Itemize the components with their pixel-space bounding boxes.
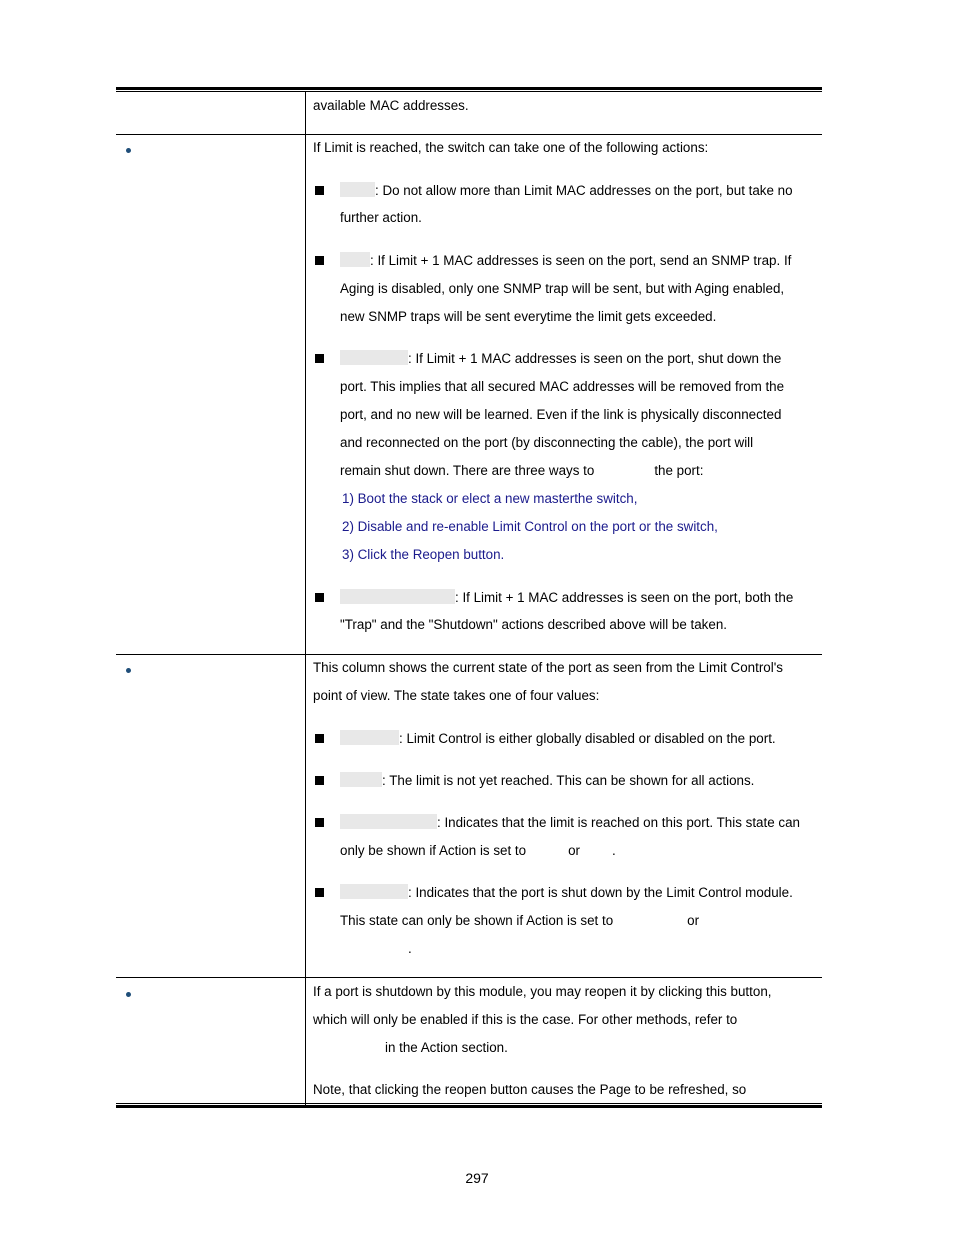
action-shutdown-line4: and reconnected on the port (by disconnecting the cable), the port will xyxy=(340,435,754,450)
state-shutdown-line1: : Indicates that the port is shut down by the Limit Control module. xyxy=(340,879,793,907)
action-shutdown-line2: port. This implies that all secured MAC addresses will be removed from the xyxy=(340,379,785,394)
reopen-way-2: 2) Disable and re-enable Limit Control on the port or the switch, xyxy=(342,519,718,534)
state-shutdown-line2: This state can only be shown if Action is set to or xyxy=(340,913,700,928)
action-trap-line2: Aging is disabled, only one SNMP trap will be sent, but with Aging enabled, xyxy=(340,281,785,296)
term-ready xyxy=(340,772,382,787)
state-ready: : The limit is not yet reached. This can be shown for all actions. xyxy=(340,767,754,795)
square-bullet-icon xyxy=(315,888,324,897)
term-limit-reached xyxy=(340,814,437,829)
term-disabled xyxy=(340,730,399,745)
action-none-line2: further action. xyxy=(340,210,422,225)
square-bullet-icon xyxy=(315,354,324,363)
reopen-line1: If a port is shutdown by this module, you may reopen it by clicking this button, xyxy=(313,984,772,999)
reopen-line2: which will only be enabled if this is the case. For other methods, refer to xyxy=(313,1012,738,1027)
term-shutdown xyxy=(340,350,408,365)
action-trap-line3: new SNMP traps will be sent everytime the limit gets exceeded. xyxy=(340,309,717,324)
square-bullet-icon xyxy=(315,818,324,827)
square-bullet-icon xyxy=(315,186,324,195)
square-bullet-icon xyxy=(315,256,324,265)
reopen-way-3: 3) Click the Reopen button. xyxy=(342,547,505,562)
action-trap-shutdown-line1: : If Limit + 1 MAC addresses is seen on the port, both the xyxy=(340,584,793,612)
state-intro-line1: This column shows the current state of the port as seen from the Limit Control's xyxy=(313,660,783,675)
action-trap-shutdown-line2: "Trap" and the "Shutdown" actions described above will be taken. xyxy=(340,617,727,632)
action-shutdown-line1: : If Limit + 1 MAC addresses is seen on the port, shut down the xyxy=(340,345,781,373)
table-top-rule-thick xyxy=(116,87,822,90)
row-bullet-state xyxy=(126,668,131,673)
row0-text: available MAC addresses. xyxy=(313,98,469,113)
state-shutdown-line3: . xyxy=(408,941,412,956)
square-bullet-icon xyxy=(315,776,324,785)
state-intro-line2: point of view. The state takes one of four values: xyxy=(313,688,600,703)
term-trap-shutdown xyxy=(340,589,455,604)
page-number: 297 xyxy=(465,1170,489,1186)
reopen-way-1: 1) Boot the stack or elect a new masterthe switch, xyxy=(342,491,638,506)
action-trap-line1: : If Limit + 1 MAC addresses is seen on the port, send an SNMP trap. If xyxy=(340,247,791,275)
row-bullet-reopen xyxy=(126,992,131,997)
action-shutdown-line3: port, and no new will be learned. Even if the link is physically disconnected xyxy=(340,407,782,422)
square-bullet-icon xyxy=(315,593,324,602)
table-bottom-rule-thick xyxy=(116,1105,822,1108)
action-none-line1: : Do not allow more than Limit MAC addresses on the port, but take no xyxy=(340,177,793,205)
term-none xyxy=(340,182,375,197)
state-limit-reached-line1: : Indicates that the limit is reached on this port. This state can xyxy=(340,809,800,837)
table-top-rule-thin xyxy=(116,91,822,92)
action-intro: If Limit is reached, the switch can take one of the following actions: xyxy=(313,140,709,155)
reopen-note: Note, that clicking the reopen button causes the Page to be refreshed, so xyxy=(313,1082,747,1097)
term-state-shutdown xyxy=(340,884,408,899)
row-bullet-action xyxy=(126,148,131,153)
term-trap xyxy=(340,252,370,267)
reopen-line3: in the Action section. xyxy=(385,1040,508,1055)
square-bullet-icon xyxy=(315,734,324,743)
state-disabled: : Limit Control is either globally disabled or disabled on the port. xyxy=(340,725,776,753)
state-limit-reached-line2: only be shown if Action is set to or . xyxy=(340,843,616,858)
column-divider xyxy=(305,92,306,1105)
action-shutdown-line5: remain shut down. There are three ways to the port: xyxy=(340,463,704,478)
